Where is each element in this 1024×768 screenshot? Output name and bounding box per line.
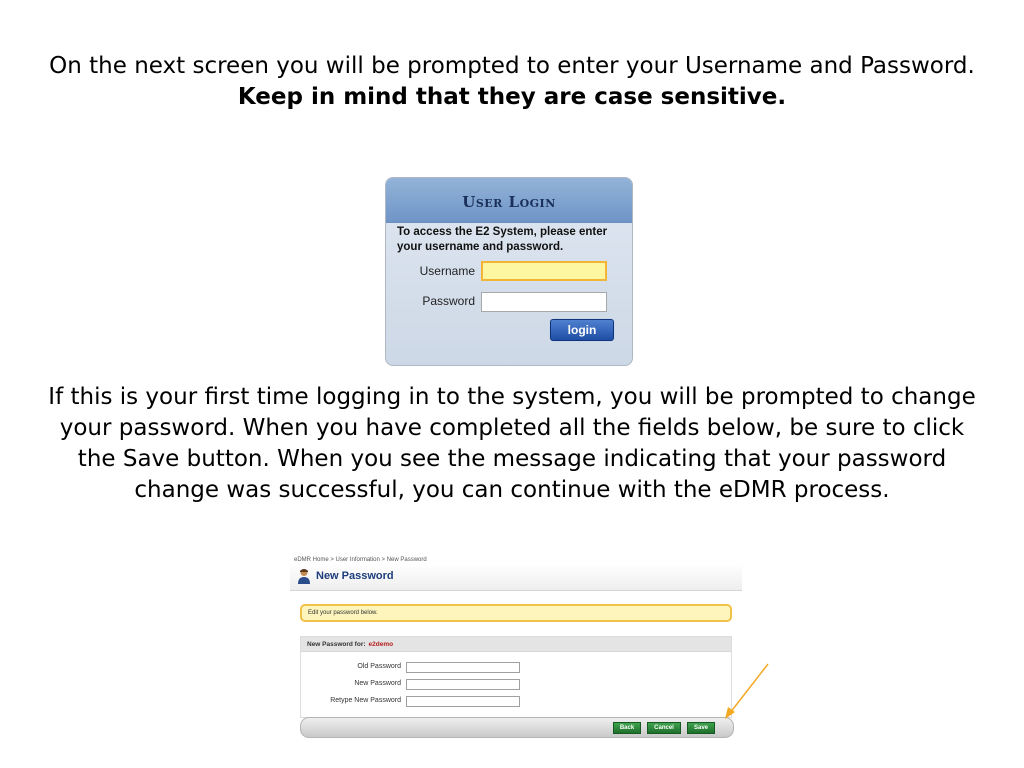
old-password-input[interactable] bbox=[406, 662, 520, 673]
retype-password-input[interactable] bbox=[406, 696, 520, 707]
info-message: Edit your password below. bbox=[300, 604, 732, 622]
instructions-text: If this is your first time logging in to the system, you will be prompted to change your password. When you have completed all the fields below, be sure to click the Save button. When you see the message indicating that your password change was successful, you can continue with the eDMR process. bbox=[48, 384, 976, 503]
password-label: Password bbox=[422, 294, 475, 308]
new-password-input[interactable] bbox=[406, 679, 520, 690]
login-title: User Login bbox=[462, 193, 556, 211]
user-icon bbox=[298, 568, 310, 584]
login-description: To access the E2 System, please enter your username and password. bbox=[397, 226, 608, 253]
login-header bbox=[386, 178, 632, 223]
password-form bbox=[300, 636, 732, 718]
user-login-panel bbox=[385, 163, 633, 367]
username-label: Username bbox=[419, 264, 475, 278]
login-button[interactable]: login bbox=[550, 319, 614, 341]
intro-text bbox=[40, 51, 984, 113]
form-header-label: New Password for: bbox=[307, 641, 366, 648]
intro-line: On the next screen you will be prompted to enter your Username and Password. bbox=[49, 53, 975, 79]
save-button[interactable]: Save bbox=[687, 722, 715, 734]
new-password-screen bbox=[290, 554, 742, 744]
page-title: New Password bbox=[316, 570, 394, 582]
password-input[interactable] bbox=[481, 292, 607, 312]
old-password-label: Old Password bbox=[357, 663, 401, 670]
back-button[interactable]: Back bbox=[613, 722, 641, 734]
retype-password-label: Retype New Password bbox=[330, 697, 401, 704]
breadcrumb: eDMR Home > User Information > New Password bbox=[294, 557, 427, 563]
arrow-icon bbox=[720, 662, 772, 722]
cancel-button[interactable]: Cancel bbox=[647, 722, 681, 734]
new-password-titlebar bbox=[290, 564, 742, 591]
button-bar bbox=[300, 717, 734, 738]
form-header bbox=[301, 637, 731, 652]
username-input[interactable] bbox=[481, 261, 607, 281]
new-password-label: New Password bbox=[354, 680, 401, 687]
intro-emphasis: Keep in mind that they are case sensitive. bbox=[237, 84, 787, 110]
form-username: e2demo bbox=[368, 641, 394, 648]
